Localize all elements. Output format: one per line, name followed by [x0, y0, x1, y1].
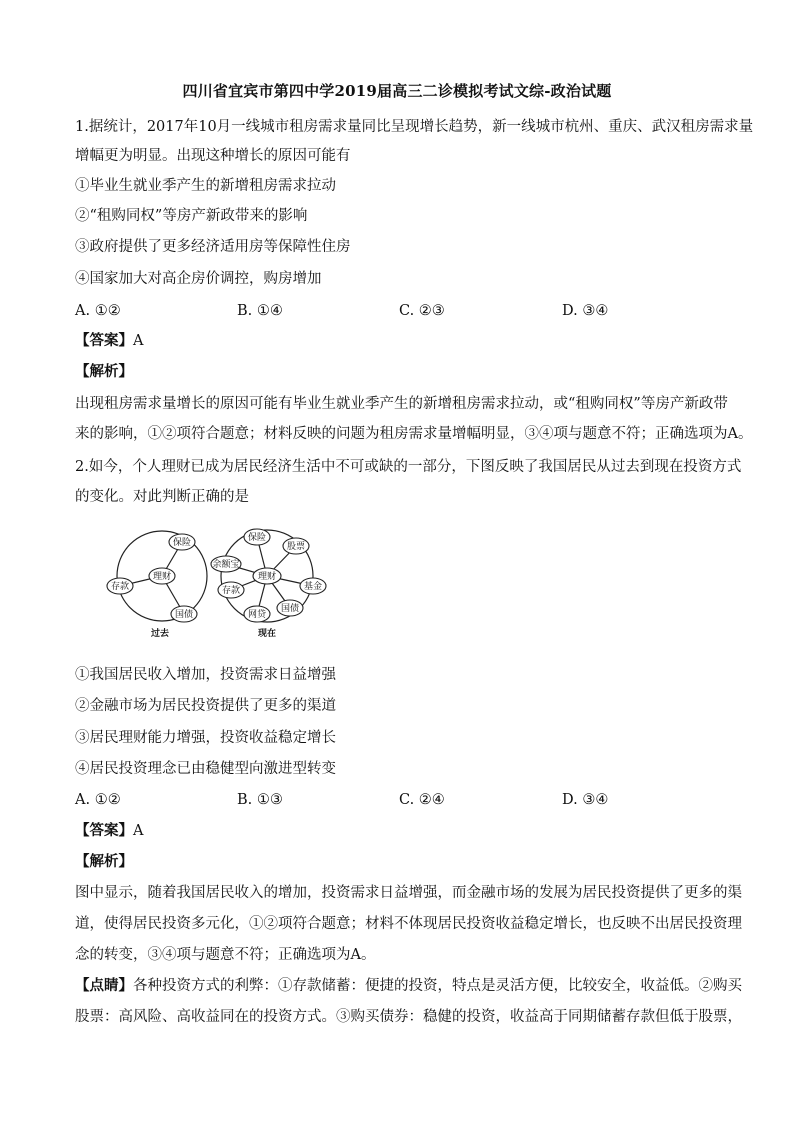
q1-item-4: ④国家加大对高企房价调控，购房增加	[75, 271, 322, 287]
past-deposit-label: 存款	[110, 582, 130, 592]
q2-answer-tag: 【答案】	[75, 822, 133, 839]
now-caption: 现在	[257, 629, 277, 639]
q1-item-3: ③政府提供了更多经济适用房等保障性住房	[75, 239, 351, 255]
q1-option-a: A. ①②	[75, 303, 121, 319]
q2-analysis-line3: 念的转变，③④项与题意不符；正确选项为A。	[75, 947, 376, 963]
q1-stem-line1: 1.据统计，2017年10月一线城市租房需求量同比呈现增长趋势，新一线城市杭州、重庆、武汉租房需求量	[75, 119, 754, 135]
now-p2p-label: 网贷	[247, 610, 267, 620]
now-fund-label: 基金	[303, 582, 323, 592]
q2-option-d: D. ③④	[562, 792, 609, 808]
q1-stem-line2: 增幅更为明显。出现这种增长的原因可能有	[75, 148, 351, 164]
past-bond-label: 国债	[174, 610, 194, 620]
q2-item-1: ①我国居民收入增加，投资需求日益增强	[75, 667, 336, 683]
now-center-label: 理财	[257, 572, 277, 582]
q1-option-d: D. ③④	[562, 303, 609, 319]
now-bond-label: 国债	[280, 604, 300, 614]
past-center-label: 理财	[152, 572, 172, 582]
q1-analysis-line2: 来的影响，①②项符合题意；材料反映的问题为租房需求量增幅明显，③④项与题意不符；正确选项为A。	[75, 426, 753, 442]
now-deposit-label: 存款	[221, 586, 241, 596]
q2-analysis-tag: 【解析】	[75, 853, 133, 870]
q1-answer-value: A	[133, 333, 144, 349]
past-insurance-label: 保险	[172, 538, 192, 548]
q1-item-1: ①毕业生就业季产生的新增租房需求拉动	[75, 178, 336, 194]
now-stock-label: 股票	[286, 542, 306, 552]
q2-answer	[75, 822, 143, 840]
q1-analysis-line1: 出现租房需求量增长的原因可能有毕业生就业季产生的新增租房需求拉动，或“租购同权”等房产新政带	[75, 396, 728, 412]
past-caption: 过去	[150, 629, 170, 639]
q2-tip-line2: 股票：高风险、高收益同在的投资方式。③购买债券：稳健的投资，收益高于同期储蓄存款但低于股票，	[75, 1009, 742, 1025]
q2-option-a: A. ①②	[75, 792, 121, 808]
q2-tip-tag: 【点睛】	[75, 977, 133, 994]
q2-analysis-line1: 图中显示，随着我国居民收入的增加，投资需求日益增强，而金融市场的发展为居民投资提供了更多的渠	[75, 885, 742, 901]
q1-analysis-tag: 【解析】	[75, 363, 133, 380]
now-insurance-label: 保险	[247, 533, 267, 543]
q1-answer	[75, 332, 143, 350]
q2-tip-text1: 各种投资方式的利弊：①存款储蓄：便捷的投资，特点是灵活方便，比较安全，收益低。②购买	[133, 978, 742, 994]
page-title: 四川省宜宾市第四中学2019届高三二诊模拟考试文综-政治试题	[182, 82, 612, 100]
investment-figure	[100, 524, 340, 644]
q2-item-4: ④居民投资理念已由稳健型向激进型转变	[75, 761, 336, 777]
q2-tip-line1	[75, 977, 742, 995]
q1-option-b: B. ①④	[237, 303, 283, 319]
q2-stem-line1: 2.如今，个人理财已成为居民经济生活中不可或缺的一部分，下图反映了我国居民从过去到现在投资方式	[75, 459, 742, 475]
q1-item-2: ②“租购同权”等房产新政带来的影响	[75, 208, 308, 224]
q2-option-c: C. ②④	[399, 792, 445, 808]
q2-item-3: ③居民理财能力增强，投资收益稳定增长	[75, 730, 336, 746]
q1-answer-tag: 【答案】	[75, 332, 133, 349]
q2-stem-line2: 的变化。对此判断正确的是	[75, 489, 249, 505]
q2-analysis-line2: 道，使得居民投资多元化，①②项符合题意；材料不体现居民投资收益稳定增长，也反映不出居民投资理	[75, 916, 742, 932]
now-yuebao-label: 余额宝	[212, 560, 240, 570]
q2-item-2: ②金融市场为居民投资提供了更多的渠道	[75, 698, 336, 714]
q1-option-c: C. ②③	[399, 303, 445, 319]
q2-answer-value: A	[133, 823, 144, 839]
q2-option-b: B. ①③	[237, 792, 283, 808]
